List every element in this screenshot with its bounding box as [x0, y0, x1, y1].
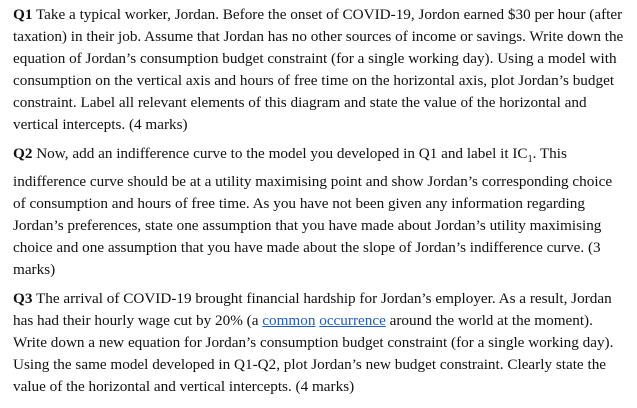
- question-2-text-after-subscript: . This indifference curve should be at a utility maximising point and show Jordan’s corresponding choice of consumption and hours of free time. As you have not been given any information regarding Jordan’s preferences, state one assumption that you have made about Jordan’s utility maximising choice and one assumption that you have made about the slope of Jordan’s indifference curve. (3 marks): [13, 145, 613, 279]
- document-body: [13, 4, 625, 398]
- occurrence-link[interactable]: occurrence: [319, 312, 386, 330]
- question-1-text: Take a typical worker, Jordan. Before the onset of COVID-19, Jordon earned $30 per hour (after taxation) in their job. Assume that Jordan has no other sources of income or savings. Write down the equation of Jordan’s consumption budget constraint (for a single working day). Using a model with consumption on the vertical axis and hours of free time on the horizontal axis, plot Jordan’s budget constraint. Label all relevant elements of this diagram and state the value of the horizontal and vertical intercepts. (4 marks): [13, 6, 624, 133]
- common-link[interactable]: common: [262, 312, 316, 330]
- question-2: [13, 143, 625, 281]
- question-1-number: Q1: [13, 6, 33, 23]
- question-3-text-before-links: The arrival of COVID-19 brought financial hardship for Jordan’s employer. As a result, Jordan has had their hourly wage cut by 20% (a: [13, 290, 612, 330]
- question-2-subscript: 1: [527, 154, 533, 166]
- question-3-text-after-links: around the world at the moment). Write down a new equation for Jordan’s consumption budget constraint (for a single working day). Using the same model developed in Q1-Q2, plot Jordan’s new budget constraint. Clearly state the value of the horizontal and vertical intercepts. (4 marks): [13, 312, 614, 396]
- question-1: [13, 4, 625, 136]
- question-3-number: Q3: [13, 290, 33, 308]
- question-2-text-before-subscript: Now, add an indifference curve to the model you developed in Q1 and label it IC: [36, 145, 528, 162]
- question-3: [13, 288, 625, 398]
- question-2-number: Q2: [13, 145, 33, 162]
